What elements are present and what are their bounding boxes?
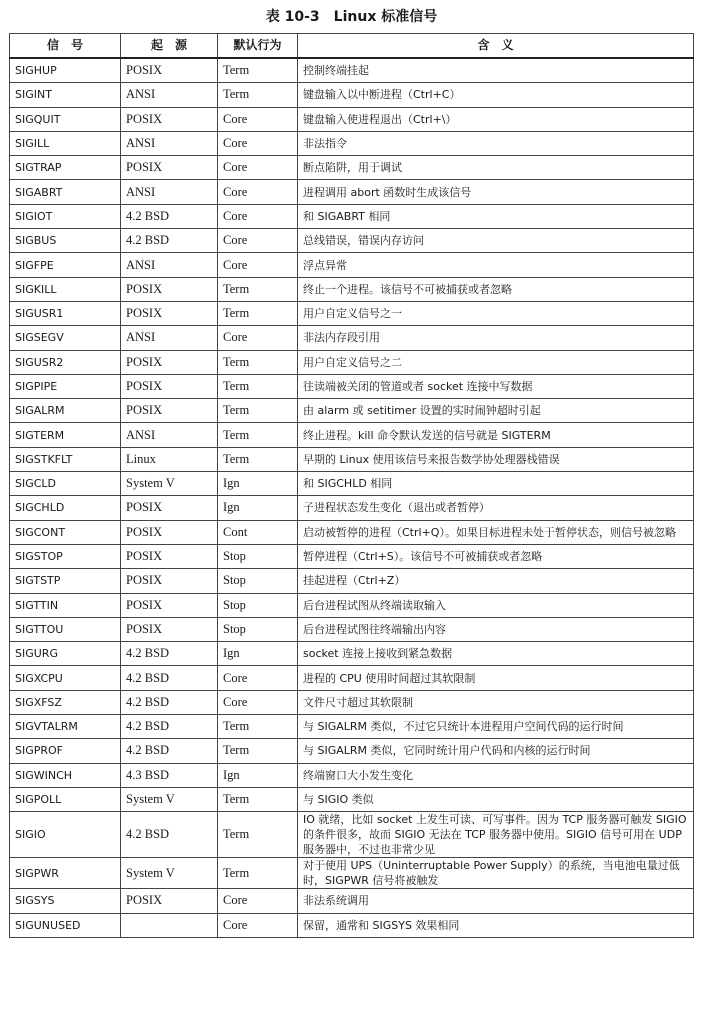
meaning-cell: 和 SIGABRT 相同 <box>298 204 694 228</box>
signal-name-cell: SIGSYS <box>10 889 121 913</box>
default-action-cell: Core <box>218 326 298 350</box>
meaning-cell: 暂停进程（Ctrl+S）。该信号不可被捕获或者忽略 <box>298 544 694 568</box>
signal-name-cell: SIGWINCH <box>10 763 121 787</box>
table-row <box>10 496 694 520</box>
table-caption: 表 10-3 Linux 标准信号 <box>265 9 438 25</box>
table-row <box>10 83 694 107</box>
table-row <box>10 301 694 325</box>
header-default-action: 默认行为 <box>218 34 298 59</box>
default-action-cell: Core <box>218 229 298 253</box>
signal-name-cell: SIGABRT <box>10 180 121 204</box>
source-cell: 4.3 BSD <box>121 763 218 787</box>
default-action-cell: Term <box>218 399 298 423</box>
default-action-cell: Cont <box>218 520 298 544</box>
default-action-cell: Ign <box>218 763 298 787</box>
source-cell <box>121 913 218 937</box>
signal-name-cell: SIGVTALRM <box>10 715 121 739</box>
meaning-cell: 非法指令 <box>298 131 694 155</box>
default-action-cell: Term <box>218 301 298 325</box>
source-cell: POSIX <box>121 889 218 913</box>
source-cell: ANSI <box>121 83 218 107</box>
table-row <box>10 858 694 889</box>
default-action-cell: Core <box>218 889 298 913</box>
signals-table <box>9 33 694 938</box>
signal-name-cell: SIGCONT <box>10 520 121 544</box>
meaning-cell: 控制终端挂起 <box>298 58 694 83</box>
signal-name-cell: SIGFPE <box>10 253 121 277</box>
meaning-cell: 与 SIGALRM 类似，它同时统计用户代码和内核的运行时间 <box>298 739 694 763</box>
table-row <box>10 617 694 641</box>
signal-name-cell: SIGTERM <box>10 423 121 447</box>
meaning-cell: 断点陷阱，用于调试 <box>298 156 694 180</box>
source-cell: POSIX <box>121 496 218 520</box>
signal-name-cell: SIGCHLD <box>10 496 121 520</box>
meaning-cell: socket 连接上接收到紧急数据 <box>298 642 694 666</box>
source-cell: 4.2 BSD <box>121 812 218 858</box>
table-row <box>10 107 694 131</box>
default-action-cell: Ign <box>218 472 298 496</box>
table-row <box>10 350 694 374</box>
meaning-cell: 文件尺寸超过其软限制 <box>298 690 694 714</box>
meaning-cell: 进程的 CPU 使用时间超过其软限制 <box>298 666 694 690</box>
table-header-row <box>10 34 694 59</box>
table-row <box>10 277 694 301</box>
signal-name-cell: SIGKILL <box>10 277 121 301</box>
table-row <box>10 812 694 858</box>
default-action-cell: Term <box>218 447 298 471</box>
default-action-cell: Term <box>218 715 298 739</box>
source-cell: 4.2 BSD <box>121 229 218 253</box>
signal-name-cell: SIGXCPU <box>10 666 121 690</box>
signal-name-cell: SIGXFSZ <box>10 690 121 714</box>
meaning-cell: 由 alarm 或 setitimer 设置的实时闹钟超时引起 <box>298 399 694 423</box>
meaning-cell: 早期的 Linux 使用该信号来报告数学协处理器栈错误 <box>298 447 694 471</box>
source-cell: ANSI <box>121 423 218 447</box>
default-action-cell: Ign <box>218 496 298 520</box>
meaning-cell: 键盘输入使进程退出（Ctrl+\） <box>298 107 694 131</box>
default-action-cell: Term <box>218 58 298 83</box>
default-action-cell: Term <box>218 374 298 398</box>
table-row <box>10 544 694 568</box>
meaning-cell: 对于使用 UPS（Uninterruptable Power Supply）的系统，当电池电量过低时，SIGPWR 信号将被触发 <box>298 858 694 889</box>
meaning-cell: 总线错误，错误内存访问 <box>298 229 694 253</box>
meaning-cell: IO 就绪，比如 socket 上发生可读、可写事件。因为 TCP 服务器可触发 SIGIO 的条件很多，故而 SIGIO 无法在 TCP 服务器中使用。SIGIO 信号可用在 UDP 服务器中，不过也非常少见 <box>298 812 694 858</box>
signal-name-cell: SIGTRAP <box>10 156 121 180</box>
default-action-cell: Core <box>218 253 298 277</box>
meaning-cell: 终止进程。kill 命令默认发送的信号就是 SIGTERM <box>298 423 694 447</box>
signal-name-cell: SIGHUP <box>10 58 121 83</box>
default-action-cell: Term <box>218 812 298 858</box>
table-row <box>10 520 694 544</box>
table-row <box>10 423 694 447</box>
default-action-cell: Term <box>218 787 298 811</box>
signal-name-cell: SIGUSR1 <box>10 301 121 325</box>
table-row <box>10 593 694 617</box>
table-row <box>10 739 694 763</box>
source-cell: 4.2 BSD <box>121 690 218 714</box>
signal-name-cell: SIGTSTP <box>10 569 121 593</box>
signal-name-cell: SIGIO <box>10 812 121 858</box>
table-row <box>10 569 694 593</box>
default-action-cell: Core <box>218 107 298 131</box>
table-row <box>10 787 694 811</box>
default-action-cell: Stop <box>218 569 298 593</box>
source-cell: POSIX <box>121 156 218 180</box>
header-signal: 信 号 <box>10 34 121 59</box>
meaning-cell: 浮点异常 <box>298 253 694 277</box>
signal-name-cell: SIGCLD <box>10 472 121 496</box>
table-row <box>10 715 694 739</box>
default-action-cell: Stop <box>218 617 298 641</box>
table-body <box>10 58 694 937</box>
signal-name-cell: SIGBUS <box>10 229 121 253</box>
source-cell: POSIX <box>121 617 218 641</box>
meaning-cell: 终端窗口大小发生变化 <box>298 763 694 787</box>
table-row <box>10 326 694 350</box>
source-cell: ANSI <box>121 180 218 204</box>
source-cell: POSIX <box>121 58 218 83</box>
source-cell: System V <box>121 472 218 496</box>
signal-name-cell: SIGSTKFLT <box>10 447 121 471</box>
table-row <box>10 447 694 471</box>
default-action-cell: Core <box>218 156 298 180</box>
default-action-cell: Stop <box>218 544 298 568</box>
meaning-cell: 与 SIGALRM 类似，不过它只统计本进程用户空间代码的运行时间 <box>298 715 694 739</box>
source-cell: POSIX <box>121 350 218 374</box>
table-row <box>10 690 694 714</box>
source-cell: POSIX <box>121 301 218 325</box>
meaning-cell: 与 SIGIO 类似 <box>298 787 694 811</box>
signal-name-cell: SIGINT <box>10 83 121 107</box>
signal-name-cell: SIGURG <box>10 642 121 666</box>
source-cell: ANSI <box>121 253 218 277</box>
source-cell: 4.2 BSD <box>121 204 218 228</box>
meaning-cell: 启动被暂停的进程（Ctrl+Q）。如果目标进程未处于暂停状态，则信号被忽略 <box>298 520 694 544</box>
meaning-cell: 子进程状态发生变化（退出或者暂停） <box>298 496 694 520</box>
table-row <box>10 642 694 666</box>
default-action-cell: Term <box>218 277 298 301</box>
signal-name-cell: SIGSEGV <box>10 326 121 350</box>
signal-name-cell: SIGQUIT <box>10 107 121 131</box>
meaning-cell: 非法系统调用 <box>298 889 694 913</box>
table-row <box>10 666 694 690</box>
signal-name-cell: SIGPOLL <box>10 787 121 811</box>
meaning-cell: 非法内存段引用 <box>298 326 694 350</box>
header-source: 起 源 <box>121 34 218 59</box>
signal-name-cell: SIGPROF <box>10 739 121 763</box>
source-cell: ANSI <box>121 131 218 155</box>
source-cell: POSIX <box>121 374 218 398</box>
source-cell: 4.2 BSD <box>121 715 218 739</box>
table-row <box>10 889 694 913</box>
source-cell: POSIX <box>121 569 218 593</box>
source-cell: POSIX <box>121 107 218 131</box>
default-action-cell: Term <box>218 423 298 447</box>
source-cell: ANSI <box>121 326 218 350</box>
table-row <box>10 374 694 398</box>
source-cell: POSIX <box>121 544 218 568</box>
table-row <box>10 253 694 277</box>
signal-name-cell: SIGALRM <box>10 399 121 423</box>
header-meaning: 含 义 <box>298 34 694 59</box>
signal-name-cell: SIGUNUSED <box>10 913 121 937</box>
default-action-cell: Term <box>218 83 298 107</box>
meaning-cell: 进程调用 abort 函数时生成该信号 <box>298 180 694 204</box>
table-row <box>10 913 694 937</box>
signal-name-cell: SIGPIPE <box>10 374 121 398</box>
default-action-cell: Core <box>218 131 298 155</box>
signal-name-cell: SIGTTOU <box>10 617 121 641</box>
meaning-cell: 后台进程试图往终端输出内容 <box>298 617 694 641</box>
source-cell: Linux <box>121 447 218 471</box>
signal-name-cell: SIGILL <box>10 131 121 155</box>
table-row <box>10 229 694 253</box>
source-cell: POSIX <box>121 277 218 301</box>
default-action-cell: Core <box>218 204 298 228</box>
signal-name-cell: SIGTTIN <box>10 593 121 617</box>
default-action-cell: Term <box>218 858 298 889</box>
source-cell: POSIX <box>121 520 218 544</box>
table-row <box>10 204 694 228</box>
meaning-cell: 用户自定义信号之二 <box>298 350 694 374</box>
table-row <box>10 399 694 423</box>
source-cell: 4.2 BSD <box>121 666 218 690</box>
meaning-cell: 挂起进程（Ctrl+Z） <box>298 569 694 593</box>
signal-name-cell: SIGSTOP <box>10 544 121 568</box>
meaning-cell: 保留，通常和 SIGSYS 效果相同 <box>298 913 694 937</box>
source-cell: POSIX <box>121 593 218 617</box>
default-action-cell: Ign <box>218 642 298 666</box>
meaning-cell: 键盘输入以中断进程（Ctrl+C） <box>298 83 694 107</box>
meaning-cell: 终止一个进程。该信号不可被捕获或者忽略 <box>298 277 694 301</box>
default-action-cell: Core <box>218 913 298 937</box>
default-action-cell: Core <box>218 180 298 204</box>
default-action-cell: Stop <box>218 593 298 617</box>
meaning-cell: 后台进程试图从终端读取输入 <box>298 593 694 617</box>
default-action-cell: Term <box>218 350 298 374</box>
table-row <box>10 58 694 83</box>
source-cell: 4.2 BSD <box>121 642 218 666</box>
table-row <box>10 180 694 204</box>
meaning-cell: 往读端被关闭的管道或者 socket 连接中写数据 <box>298 374 694 398</box>
table-row <box>10 131 694 155</box>
default-action-cell: Core <box>218 690 298 714</box>
table-row <box>10 472 694 496</box>
source-cell: POSIX <box>121 399 218 423</box>
source-cell: System V <box>121 858 218 889</box>
table-row <box>10 763 694 787</box>
source-cell: 4.2 BSD <box>121 739 218 763</box>
source-cell: System V <box>121 787 218 811</box>
meaning-cell: 和 SIGCHLD 相同 <box>298 472 694 496</box>
default-action-cell: Term <box>218 739 298 763</box>
signal-name-cell: SIGUSR2 <box>10 350 121 374</box>
table-row <box>10 156 694 180</box>
signal-name-cell: SIGIOT <box>10 204 121 228</box>
signal-name-cell: SIGPWR <box>10 858 121 889</box>
meaning-cell: 用户自定义信号之一 <box>298 301 694 325</box>
default-action-cell: Core <box>218 666 298 690</box>
